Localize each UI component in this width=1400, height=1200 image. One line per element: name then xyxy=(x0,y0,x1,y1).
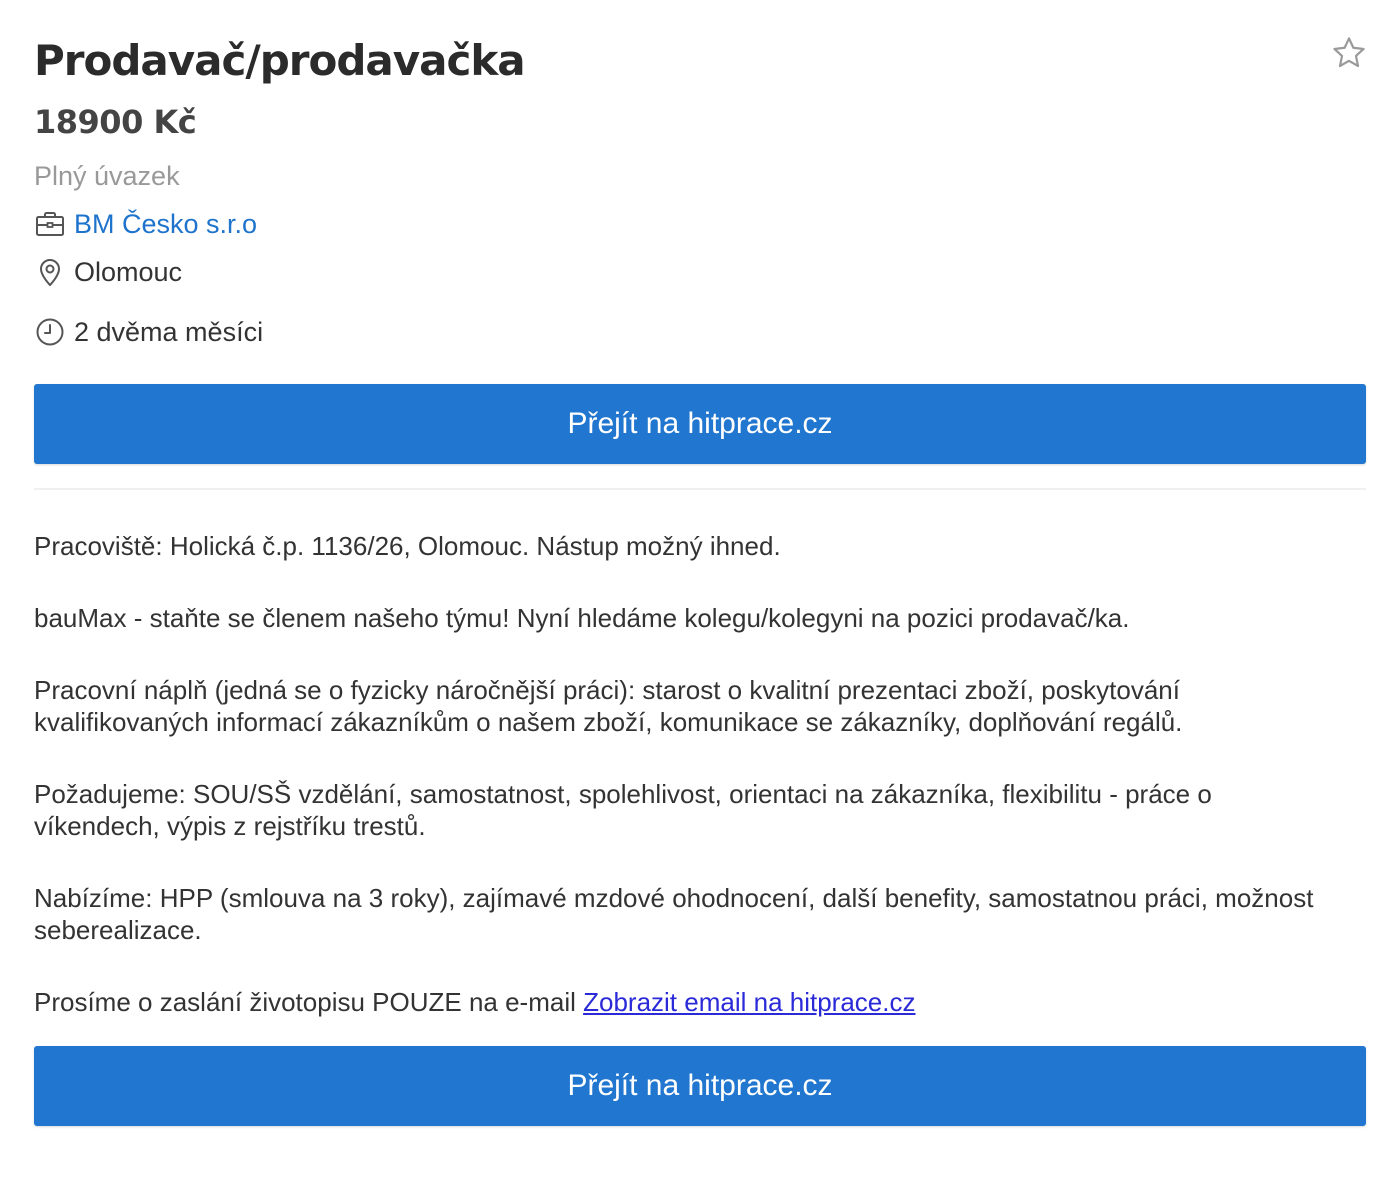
employment-type: Plný úvazek xyxy=(34,161,180,191)
company-link[interactable]: BM Česko s.r.o xyxy=(74,209,258,239)
go-to-hitprace-button-bottom[interactable]: Přejít na hitprace.cz xyxy=(34,1046,1366,1126)
divider xyxy=(34,488,1366,490)
company-row xyxy=(34,206,257,242)
description-duties: Pracovní náplň (jedná se o fyzicky náročnější práci): starost o kvalitní prezentaci zboží, poskytování kvalifikovaných informací zákazníkům o našem zboží, komunikace se zákazníky, doplňování regálů. xyxy=(34,675,1183,737)
description-offer: Nabízíme: HPP (smlouva na 3 roky), zajímavé mzdové ohodnocení, další benefity, samostatnou práci, možnost seberealizace. xyxy=(34,883,1314,945)
description-requirements: Požadujeme: SOU/SŠ vzdělání, samostatnost, spolehlivost, orientaci na zákazníka, flexibilitu - práce o víkendech, výpis z rejstříku trestů. xyxy=(34,779,1212,841)
go-to-hitprace-button-top[interactable]: Přejít na hitprace.cz xyxy=(34,384,1366,464)
posted-row xyxy=(34,314,263,350)
contact-text: Prosíme o zaslání životopisu POUZE na e-mail xyxy=(34,987,584,1017)
clock-icon xyxy=(34,316,66,348)
description-contact xyxy=(34,986,1334,1018)
star-outline-icon[interactable] xyxy=(1330,34,1368,72)
briefcase-icon xyxy=(34,208,66,240)
location-row xyxy=(34,254,182,290)
salary: 18900 Kč xyxy=(34,103,197,141)
description-workplace: Pracoviště: Holická č.p. 1136/26, Olomouc. Nástup možný ihned. xyxy=(34,531,781,561)
show-email-link[interactable]: Zobrazit email na hitprace.cz xyxy=(583,987,916,1017)
location-text: Olomouc xyxy=(74,257,183,287)
posted-text: 2 dvěma měsíci xyxy=(74,317,264,347)
map-pin-icon xyxy=(34,256,66,288)
job-title: Prodavač/prodavačka xyxy=(34,36,525,85)
description-intro: bauMax - staňte se členem našeho týmu! Nyní hledáme kolegu/kolegyni na pozici prodavač/ka. xyxy=(34,603,1130,633)
job-description xyxy=(34,530,1334,1058)
